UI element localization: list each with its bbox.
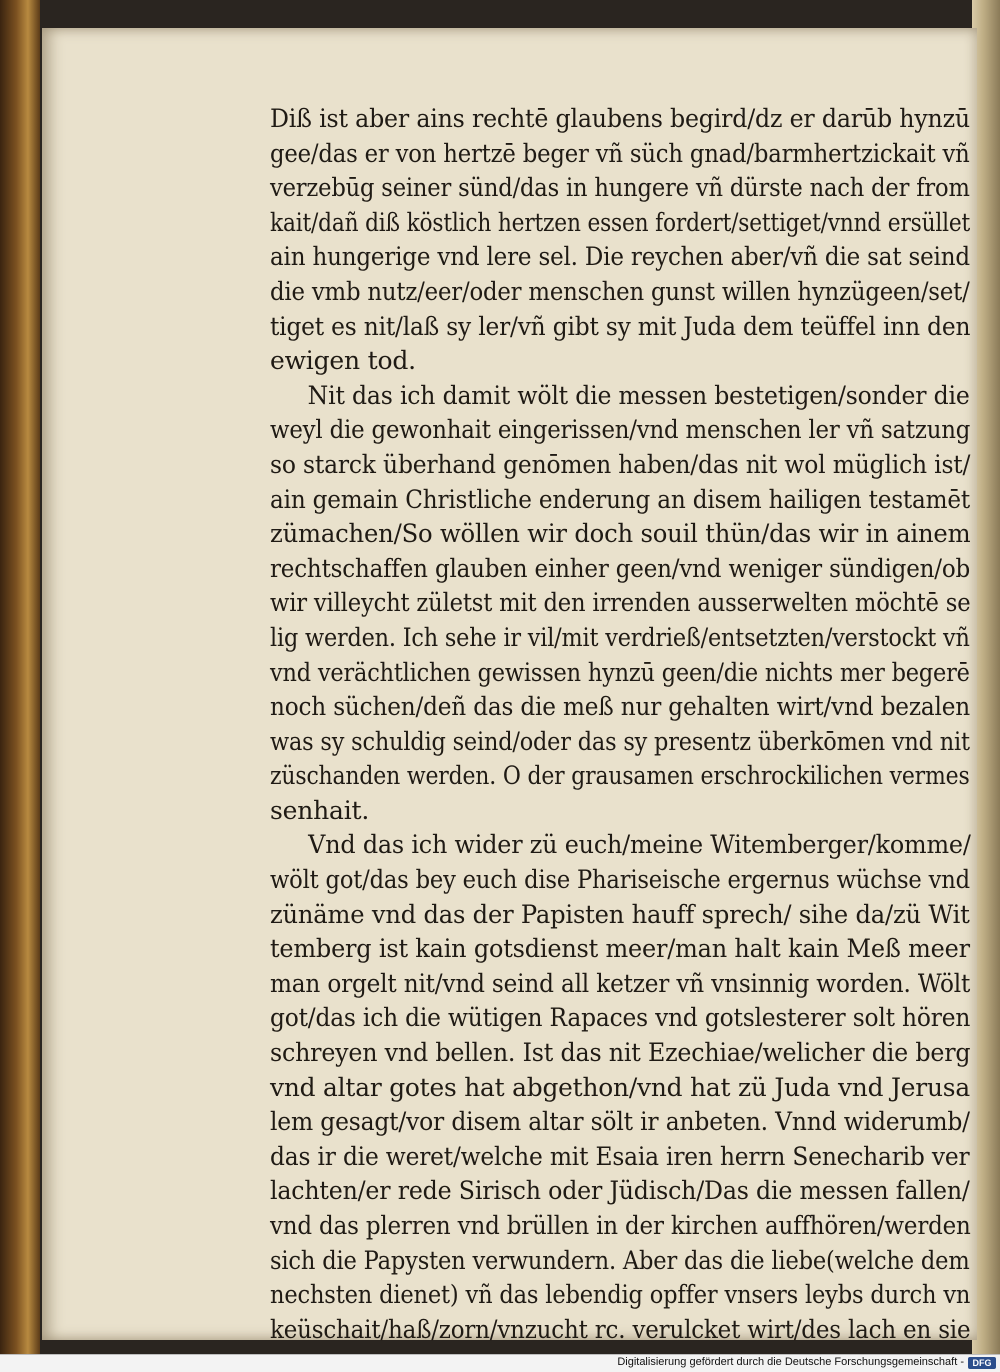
text-line: rechtschaffen glauben einher geen/vnd weniger sündigen/ob [270,553,971,583]
book-binding-edge [0,0,40,1355]
text-line: gee/das er von hertzē beger vñ süch gnad/barmhertzickait vñ [270,138,970,168]
text-line: schreyen vnd bellen. Ist das nit Ezechiae/welicher die berg [270,1038,971,1068]
text-line: vnd verächtlichen gewissen hynzū geen/die nichts mer begerē [270,657,970,687]
text-line: die vmb nutz/eer/oder menschen gunst willen hynzügeen/set/ [270,276,970,306]
text-line: tiget es nit/laß sy ler/vñ gibt sy mit Juda dem teüffel inn den [270,311,971,341]
text-line: sich die Papysten verwundern. Aber das die liebe(welche dem [270,1245,970,1275]
text-line: vnd altar gotes hat abgethon/vnd hat zü Juda vnd Jerusa [270,1072,970,1102]
text-line: wir villeycht zületst mit den irrenden ausserwelten möchtē se [270,588,971,618]
text-line: Vnd das ich wider zü euch/meine Witemberger/komme/ [308,830,971,860]
text-line: Diß ist aber ains rechtē glaubens begird/dz er darūb hynzū [270,104,970,133]
text-line: lachten/er rede Sirisch oder Jüdisch/Das die messen fallen/ [270,1176,970,1206]
text-line: noch süchen/deñ das die meß nur gehalten wirt/vnd bezalen [270,692,971,722]
text-line: got/das ich die wütigen Rapaces vnd gotslesterer solt hören [270,1003,971,1033]
text-line: zümachen/So wöllen wir doch souil thün/das wir in ainem [270,519,971,549]
text-line: nechsten dienet) vñ das lebendig opffer vnsers leybs durch vn [270,1280,971,1310]
text-line: ain gemain Christliche enderung an disem hailigen testamēt [270,484,970,514]
text-line: züschanden werden. O der grausamen erschrockilichen vermes [270,761,970,791]
page-text-block [270,102,970,1347]
footer-bar [0,1354,1000,1372]
dfg-logo-icon: DFG [968,1357,996,1369]
text-line: kait/dañ diß köstlich hertzen essen fordert/settiget/vnnd ersüllet [270,207,971,237]
text-line: weyl die gewonhait eingerissen/vnd menschen ler vñ satzung [270,415,971,445]
text-line: lig werden. Ich sehe ir vil/mit verdrieß/entsetzten/verstockt vñ [270,622,970,652]
text-line: verzebūg seiner sünd/das in hungere vñ dürste nach der from [270,173,970,203]
text-line: lem gesagt/vor disem altar sölt ir anbeten. Vnnd widerumb/ [270,1107,970,1137]
funding-credit: Digitalisierung gefördert durch die Deutsche Forschungsgemeinschaft - [617,1356,964,1368]
text-line: das ir die weret/welche mit Esaia iren herrn Senecharib ver [270,1141,970,1171]
text-line: temberg ist kain gotsdienst meer/man halt kain Meß meer [270,934,970,964]
text-line: ewigen tod. [270,346,416,376]
text-line: Nit das ich damit wölt die messen bestetigen/sonder die [307,380,970,410]
text-line: so starck überhand genōmen haben/das nit wol müglich ist/ [270,449,971,479]
text-line: vnd das plerren vnd brüllen in der kirchen auffhören/werden [270,1211,971,1240]
text-line: wölt got/das bey euch dise Phariseische ergernus wüchse vnd [270,865,970,895]
text-line: senhait. [270,795,370,825]
text-line: man orgelt nit/vnd seind all ketzer vñ vnsinnig worden. Wölt [270,968,971,998]
text-line: zünäme vnd das der Papisten hauff sprech/ sihe da/zü Wit [270,899,970,929]
text-line: was sy schuldig seind/oder das sy presentz überkōmen vnd nit [270,726,970,756]
text-line: keüschait/haß/zorn/vnzucht rc. verulcket wirt/des lach en sie [270,1314,971,1344]
text-line: ain hungerige vnd lere sel. Die reychen aber/vñ die sat seind [270,242,970,272]
